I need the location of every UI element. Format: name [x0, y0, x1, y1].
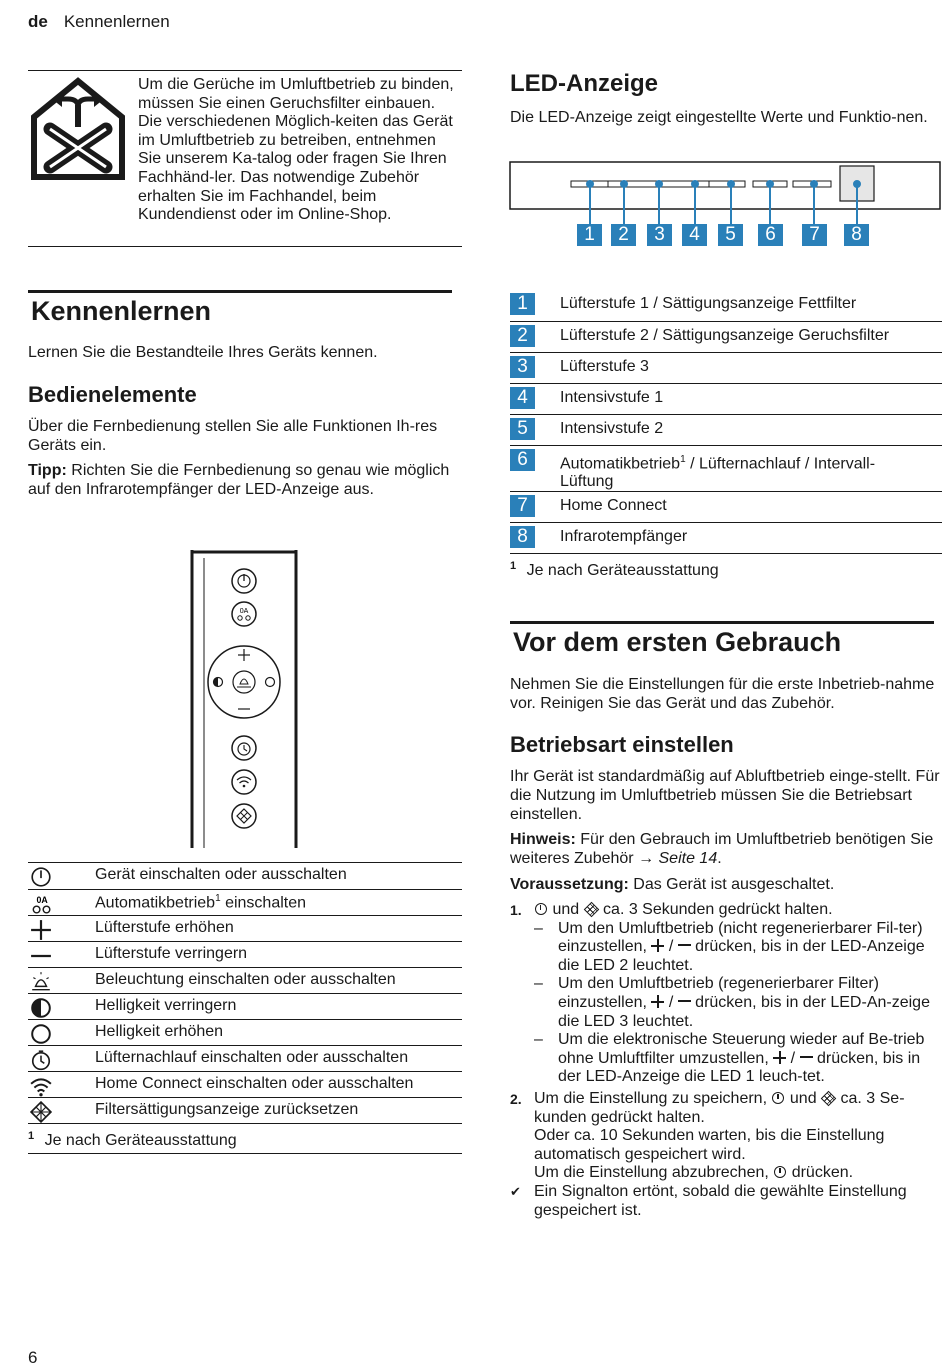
sub-step-3: [510, 1031, 944, 1087]
led-marker-7: 7: [802, 224, 827, 246]
led-marker-8: 8: [844, 224, 869, 246]
icon-cell: [28, 863, 92, 889]
function-text: Helligkeit verringern: [95, 996, 237, 1014]
number-cell: [510, 352, 560, 383]
description-cell: [560, 321, 942, 352]
number-badge: 2: [510, 325, 535, 347]
icon-cell: [28, 1071, 92, 1097]
betrieb-title: Betriebsart einstellen: [510, 732, 734, 757]
minus-icon: [800, 1051, 813, 1064]
led-marker-1: 1: [577, 224, 602, 246]
remote-filter-button: [232, 804, 256, 828]
remote-table: [28, 863, 462, 1124]
function-cell: [92, 863, 462, 889]
tip-label: Tipp:: [28, 462, 67, 479]
table-row: [28, 915, 462, 941]
remote-control-ring: [208, 646, 280, 718]
led-footnote-mark: 1: [510, 559, 517, 572]
remote-timer-button: [232, 736, 256, 760]
description-cell: [560, 414, 942, 445]
table-row: [510, 321, 942, 352]
footnote-ref: 1: [215, 892, 221, 904]
number-cell: [510, 522, 560, 553]
number-badge: 1: [510, 293, 535, 315]
table-row: [28, 1019, 462, 1045]
number-badge: 6: [510, 449, 535, 471]
table-row: [28, 1097, 462, 1123]
table-row: [28, 1045, 462, 1071]
hinweis-text: Für den Gebrauch im Umluftbetrieb benötigen Sie weiteres Zubehör: [510, 831, 934, 867]
table-row: [510, 522, 942, 553]
running-header: [28, 12, 170, 32]
result-text: Ein Signalton ertönt, sobald die gewählte Einstellung gespeichert ist.: [534, 1182, 907, 1219]
timer-icon: [30, 1049, 52, 1071]
function-cell: [92, 1019, 462, 1045]
number-badge: 3: [510, 356, 535, 378]
description-text-suffix: / Lüfternachlauf / Intervall-: [685, 454, 876, 472]
description-cell: [560, 522, 942, 553]
power-icon: [535, 903, 547, 915]
led-table: [510, 290, 942, 554]
function-text: Lüfterstufe verringern: [95, 944, 248, 962]
wifi-icon: [30, 1075, 52, 1097]
number-cell: [510, 414, 560, 445]
function-cell: [92, 889, 462, 915]
led-marker-2: 2: [611, 224, 636, 246]
sub-step-1-text-b: drücken, bis in der LED-Anzeige die LED 2 leuchtet.: [558, 938, 925, 974]
remote-auto-button: [232, 602, 256, 626]
slash: /: [664, 993, 678, 1011]
remote-power-button: [232, 569, 256, 593]
info-box: [28, 70, 462, 247]
bedien-text: Über die Fernbedienung stellen Sie alle Funktionen Ih-res Geräts ein.: [28, 418, 438, 454]
slash: /: [664, 938, 678, 956]
function-cell: [92, 967, 462, 993]
voraussetzung-label: Voraussetzung:: [510, 876, 629, 893]
function-cell: [92, 1045, 462, 1071]
led-marker-4: 4: [682, 224, 707, 246]
function-cell: [92, 1071, 462, 1097]
sub-step-3-text-a: Um die elektronische Steuerung wieder auf Be-trieb ohne Umluftfilter umzustellen,: [558, 1031, 925, 1067]
section-title: Kennenlernen: [31, 296, 212, 326]
function-cell: [92, 993, 462, 1019]
language-code: de: [28, 12, 48, 31]
check-icon: ✔: [510, 1183, 521, 1199]
tip-paragraph: [28, 461, 458, 499]
remote-table-footnote: [28, 1127, 462, 1154]
power-icon: [772, 1092, 784, 1104]
description-cell: [560, 445, 942, 491]
description-text: Lüfterstufe 3: [560, 357, 649, 375]
number-cell: [510, 321, 560, 352]
function-text: Filtersättigungsanzeige zurücksetzen: [95, 1100, 359, 1118]
icon-cell: [28, 915, 92, 941]
table-row: [510, 491, 942, 522]
tip-text: Richten Sie die Fernbedienung so genau wie möglich auf den Infrarotempfänger der LED-Anzeige aus.: [28, 462, 450, 498]
section-rule: [28, 290, 452, 293]
step-1-text-a: und: [548, 901, 584, 918]
description-text: Automatikbetrieb: [560, 454, 681, 472]
description-cell: [560, 290, 942, 321]
step-2-text-f: drücken.: [787, 1164, 854, 1182]
footnote-ref: 1: [680, 453, 686, 465]
plus-icon: [651, 939, 664, 952]
vor-intro: Nehmen Sie die Einstellungen für die erste Inbetrieb-nahme vor. Reinigen Sie das Gerät und das Zubehör.: [510, 676, 935, 712]
hinweis-paragraph: [510, 830, 944, 868]
page-number: 6: [28, 1348, 38, 1367]
icon-cell: [28, 1097, 92, 1123]
step-2-text-a: Um die Einstellung zu speichern,: [534, 1089, 772, 1107]
sub-step-1-text-a: Um den Umluftbetrieb (nicht regenerierbarer Fil-ter) einzustellen,: [558, 919, 923, 956]
description-text: Home Connect: [560, 496, 667, 514]
filter-icon: [30, 1101, 52, 1123]
svg-text:0A: 0A: [36, 894, 48, 905]
description-text: Infrarotempfänger: [560, 527, 688, 545]
function-text: Helligkeit erhöhen: [95, 1022, 224, 1040]
function-text-suffix: einschalten oder ausschalten: [201, 1074, 414, 1092]
filter-icon: [821, 1091, 837, 1107]
led-function-table: [510, 290, 942, 580]
table-row: [28, 941, 462, 967]
number-cell: [510, 290, 560, 321]
hinweis-label: Hinweis:: [510, 831, 576, 848]
dash-bullet: –: [534, 919, 543, 937]
result-line: [510, 1183, 944, 1220]
number-cell: [510, 383, 560, 414]
icon-cell: [28, 967, 92, 993]
description-cell: [560, 352, 942, 383]
icon-cell: [28, 1019, 92, 1045]
section-rule-2: [510, 621, 934, 624]
header-title: Kennenlernen: [63, 12, 170, 31]
slash: /: [786, 1049, 800, 1067]
step-1: [510, 901, 944, 920]
led-marker-5: 5: [718, 224, 743, 246]
plus-icon: [30, 919, 52, 941]
step-1-text-b: ca. 3 Sekunden gedrückt halten.: [598, 901, 833, 918]
section-intro: Lernen Sie die Bestandteile Ihres Geräts kennen.: [28, 344, 378, 361]
description-text: Intensivstufe 1: [560, 388, 664, 406]
description-text: Lüfterstufe 1 / Sättigungsanzeige Fettfilter: [560, 295, 857, 312]
table-row: [510, 414, 942, 445]
description-cell: [560, 383, 942, 414]
table-row: [510, 445, 942, 491]
hinweis-arrow: →: [638, 850, 655, 867]
hinweis-end: .: [717, 850, 722, 867]
function-text: Beleuchtung einschalten oder ausschalten: [95, 970, 396, 988]
minus-icon: [678, 939, 691, 952]
svg-text:0A: 0A: [239, 608, 249, 615]
description-text: Intensivstufe 2: [560, 419, 664, 437]
table-row: [28, 1071, 462, 1097]
betrieb-text: Ihr Gerät ist standardmäßig auf Abluftbetrieb einge-stellt. Für die Nutzung im Umluftbetrieb müssen Sie die Betriebsart einstellen.: [510, 768, 940, 823]
function-text-suffix: einschalten: [220, 893, 307, 911]
step-list: [510, 901, 944, 1220]
led-marker-6: 6: [758, 224, 783, 246]
remote-function-table: [28, 862, 462, 1154]
function-text: Lüfterstufe erhöhen: [95, 918, 234, 936]
plus-icon: [651, 995, 664, 1008]
function-text: Lüfternachlauf einschalten oder ausschalten: [95, 1048, 409, 1066]
number-cell: [510, 491, 560, 522]
no-exhaust-symbol-icon: [30, 77, 126, 181]
function-cell: [92, 915, 462, 941]
fan-auto-icon: [30, 893, 52, 915]
half-circle-icon: [30, 997, 52, 1019]
remote-control-illustration: [188, 550, 300, 850]
description-text-line2: Lüftung: [560, 472, 614, 490]
function-text: Home Connect: [95, 1074, 202, 1092]
footnote-mark: 1: [28, 1129, 35, 1142]
sub-step-3-text-b: drücken, bis in der LED-Anzeige die LED 1 leuch-tet.: [558, 1049, 921, 1086]
table-row: [510, 383, 942, 414]
led-marker-3: 3: [647, 224, 672, 246]
led-footnote-text: Je nach Geräteausstattung: [526, 562, 719, 580]
function-text: Gerät einschalten oder ausschalten: [95, 866, 347, 883]
voraussetzung-paragraph: [510, 875, 940, 894]
sub-step-1: [510, 920, 944, 976]
step-2-number: 2.: [510, 1090, 522, 1107]
minus-icon: [30, 945, 52, 967]
function-cell: [92, 941, 462, 967]
step-2-text-e: Um die Einstellung abzubrechen,: [534, 1164, 774, 1182]
filter-icon: [583, 902, 599, 918]
dash-bullet: –: [534, 975, 543, 993]
number-badge: 7: [510, 495, 535, 517]
step-1-number: 1.: [510, 902, 522, 918]
power-icon: [30, 866, 52, 888]
sub-step-2-text-a: Um den Umluftbetrieb (regenerierbarer Filter) einzustellen,: [558, 975, 879, 1011]
subsection-title: Bedienelemente: [28, 382, 197, 407]
circle-icon: [30, 1023, 52, 1045]
table-row: [28, 993, 462, 1019]
table-row: [510, 352, 942, 383]
step-2: [510, 1090, 944, 1183]
number-cell: [510, 445, 560, 491]
led-markers: [509, 224, 941, 250]
led-title: LED-Anzeige: [510, 70, 659, 97]
sub-step-2: [510, 975, 944, 1031]
step-2-text-b: und: [785, 1089, 822, 1107]
description-text: Lüfterstufe 2 / Sättigungsanzeige Geruchsfilter: [560, 326, 890, 344]
vor-title: Vor dem ersten Gebrauch: [513, 627, 842, 657]
icon-cell: [28, 1045, 92, 1071]
plus-icon: [773, 1051, 786, 1064]
function-text: Automatikbetrieb: [95, 893, 216, 911]
step-2-text-d: Oder ca. 10 Sekunden warten, bis die Einstellung automatisch gespeichert wird.: [534, 1127, 885, 1163]
minus-icon: [678, 995, 691, 1008]
table-row: [28, 863, 462, 889]
number-badge: 5: [510, 418, 535, 440]
led-text: Die LED-Anzeige zeigt eingestellte Werte und Funktio-nen.: [510, 109, 928, 126]
footnote-text: Je nach Geräteausstattung: [44, 1131, 237, 1149]
hinweis-page-link[interactable]: Seite 14: [654, 850, 718, 867]
led-table-footnote: [510, 557, 942, 580]
sub-step-2-text-b: drücken, bis in der LED-An-zeige die LED 3 leuchtet.: [558, 993, 930, 1030]
icon-cell: [28, 889, 92, 915]
function-cell: [92, 1097, 462, 1123]
voraussetzung-text: Das Gerät ist ausgeschaltet.: [628, 876, 835, 893]
number-badge: 8: [510, 526, 535, 548]
remote-wifi-button: [232, 770, 256, 794]
table-row: [510, 290, 942, 321]
description-cell: [560, 491, 942, 522]
table-row: [28, 967, 462, 993]
light-icon: [30, 971, 52, 993]
step-2-text-c: ca. 3 Se-kunden gedrückt halten.: [534, 1089, 905, 1126]
icon-cell: [28, 941, 92, 967]
power-icon: [774, 1166, 786, 1178]
number-badge: 4: [510, 387, 535, 409]
table-row: [28, 889, 462, 915]
info-text: Um die Gerüche im Umluftbetrieb zu binden, müssen Sie einen Geruchsfilter einbauen. Die verschiedenen Möglich-keiten das Gerät im Umluftbetrieb zu betreiben, entnehmen Sie unserem Ka-talog oder fragen Sie Ihren Fachhänd-ler. Das notwendige Zubehör erhalten Sie im Fachhandel, beim Kundendienst oder im Online-Shop.: [138, 76, 454, 224]
icon-cell: [28, 993, 92, 1019]
dash-bullet: –: [534, 1031, 543, 1049]
